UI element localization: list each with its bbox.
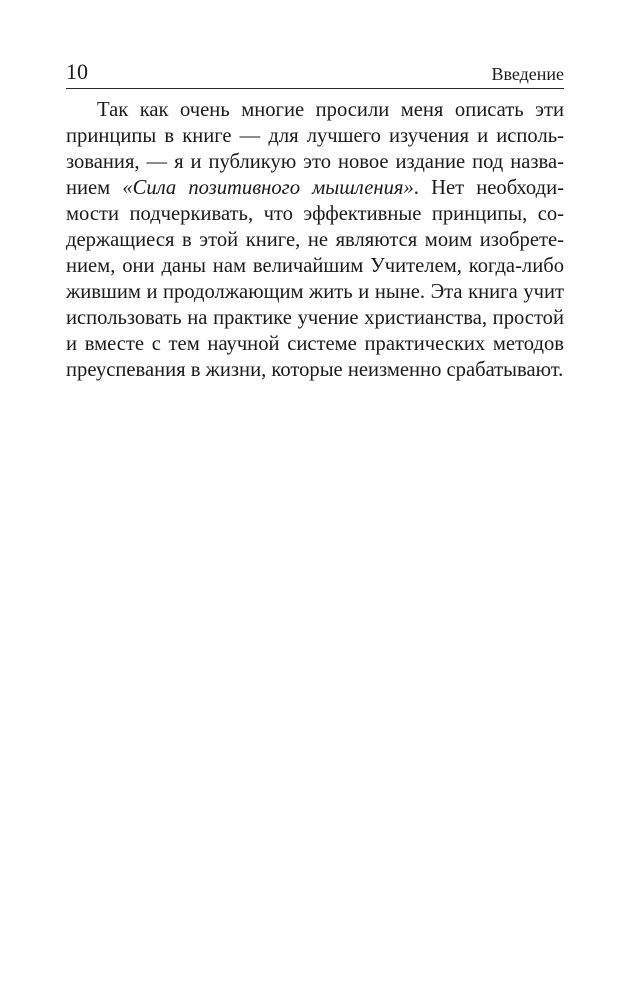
text-line: преуспевания в жизни, которые неизменно срабатывают. — [66, 359, 564, 381]
text-line: Так как очень многие просили меня описать эти — [97, 99, 564, 121]
text-line: зования, — я и публикую это новое издание под назва- — [66, 151, 564, 173]
text-line: жившим и продолжающим жить и ныне. Эта книга учит — [66, 281, 564, 303]
text-line: и вместе с тем научной системе практических методов — [66, 333, 564, 355]
text-line: мости подчеркивать, что эффективные принципы, со- — [66, 203, 564, 225]
text-line: использовать на практике учение христианства, простой — [66, 307, 564, 329]
text-line: держащиеся в этой книге, не являются моим изобрете- — [66, 229, 564, 251]
book-title-italic: «Сила позитивного мышления» — [122, 177, 414, 199]
text-fragment: . Нет необходи- — [413, 177, 564, 199]
chapter-title: Введение — [491, 64, 564, 84]
text-line — [66, 175, 564, 201]
text-line: принципы в книге — для лучшего изучения и исполь- — [66, 125, 564, 147]
page-number: 10 — [66, 59, 88, 84]
text-fragment: нием — [66, 177, 123, 199]
body-paragraph — [66, 97, 564, 383]
text-line: нием, они даны нам величайшим Учителем, когда-либо — [66, 255, 564, 277]
running-head — [66, 58, 564, 89]
